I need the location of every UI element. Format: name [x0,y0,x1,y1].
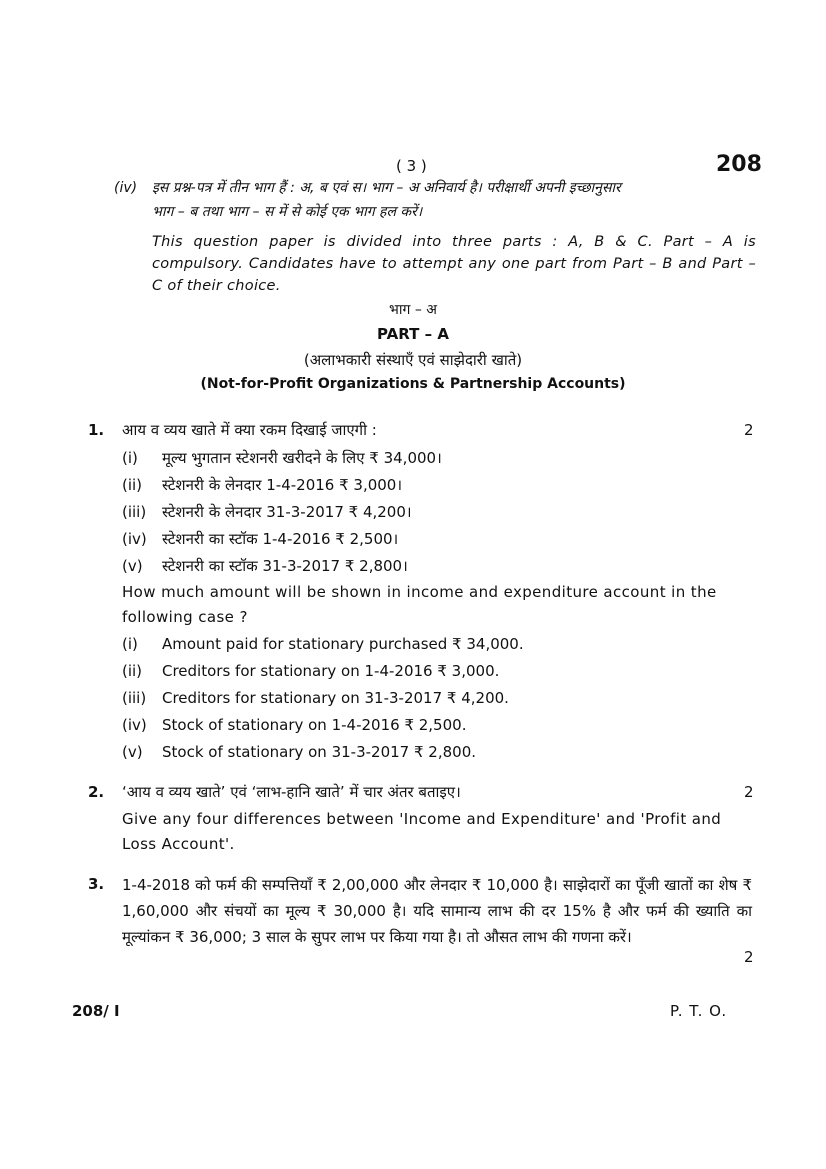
question-marks: 2 [744,783,754,801]
list-item [122,502,412,522]
instruction-hindi-line1: इस प्रश्न-पत्र में तीन भाग हैं : अ, ब एवं स। भाग – अ अनिवार्य है। परीक्षार्थी अपनी इच्छानुसार [152,180,621,196]
part-title: PART – A [377,325,449,343]
list-item [122,475,402,495]
item-number: (v) [122,743,143,761]
item-text: Creditors for stationary on 31-3-2017 ₹ 4,200. [162,689,509,707]
item-number: (ii) [122,476,143,494]
part-hindi-subtitle: (अलाभकारी संस्थाएँ एवं साझेदारी खाते) [303,351,523,369]
item-number: (i) [122,635,138,653]
question-number: 1. [88,421,105,439]
list-item [122,689,509,707]
instruction-english: This question paper is divided into three parts : A, B & C. Part – A is compulsory. Candidates have to attempt any one part from Part – B and Part – C of their choice. [152,234,756,294]
question-english: How much amount will be shown in income and expenditure account in the following case ? [122,583,717,626]
item-text: Stock of stationary on 31-3-2017 ₹ 2,800. [162,743,477,761]
question-hindi: आय व व्यय खाते में क्या रकम दिखाई जाएगी : [122,421,377,439]
item-number: (v) [122,557,143,575]
item-text: स्टेशनरी का स्टॉक 31-3-2017 ₹ 2,800। [162,557,408,575]
footer-pto: P. T. O. [670,1002,728,1020]
item-number: (iii) [122,689,147,707]
question-marks: 2 [744,421,754,439]
list-item [122,635,524,653]
item-text: मूल्य भुगतान स्टेशनरी खरीदने के लिए ₹ 34,000। [162,449,442,467]
list-item [122,529,398,549]
item-number: (ii) [122,662,143,680]
question-number: 2. [88,783,105,801]
item-text: स्टेशनरी के लेनदार 31-3-2017 ₹ 4,200। [162,503,412,521]
item-number: (i) [122,449,138,467]
item-number: (iii) [122,503,147,521]
question-english: Give any four differences between 'Income and Expenditure' and 'Profit and Loss Account'. [122,810,722,853]
item-text: Amount paid for stationary purchased ₹ 34,000. [162,635,524,653]
part-subtitle: (Not-for-Profit Organizations & Partnership Accounts) [200,376,626,392]
item-number: (iv) [122,716,147,734]
question-hindi: 1-4-2018 को फर्म की सम्पत्तियाँ ₹ 2,00,000 और लेनदार ₹ 10,000 है। साझेदारों का पूँजी खातों का शेष ₹ 1,60,000 और संचयों का मूल्य ₹ 30,000 है। यदि सामान्य लाभ की दर 15% है और फर्म की ख्याति का मूल्यांकन ₹ 36,000; 3 साल के सुपर लाभ पर किया गया है। तो औसत लाभ की गणना करें। [122,876,752,946]
question-hindi: ‘आय व व्यय खाते’ एवं ‘लाभ-हानि खाते’ में चार अंतर बताइए। [122,783,461,801]
list-item [122,662,499,680]
question-number: 3. [88,875,105,893]
item-text: Stock of stationary on 1-4-2016 ₹ 2,500. [162,716,467,734]
list-item [122,743,476,761]
page-number: ( 3 ) [396,157,427,175]
list-item [122,716,466,734]
item-text: स्टेशनरी के लेनदार 1-4-2016 ₹ 3,000। [162,476,403,494]
list-item [122,448,442,468]
item-text: Creditors for stationary on 1-4-2016 ₹ 3,000. [162,662,500,680]
question-marks: 2 [744,948,754,966]
instruction-number: (iv) [114,180,138,196]
part-hindi-title: भाग – अ [389,302,437,318]
list-item [122,556,408,576]
footer-code: 208/ I [72,1002,120,1020]
paper-code: 208 [716,152,762,177]
instruction-hindi-line2: भाग – ब तथा भाग – स में से कोई एक भाग हल करें। [152,204,423,220]
item-number: (iv) [122,530,147,548]
item-text: स्टेशनरी का स्टॉक 1-4-2016 ₹ 2,500। [162,530,399,548]
